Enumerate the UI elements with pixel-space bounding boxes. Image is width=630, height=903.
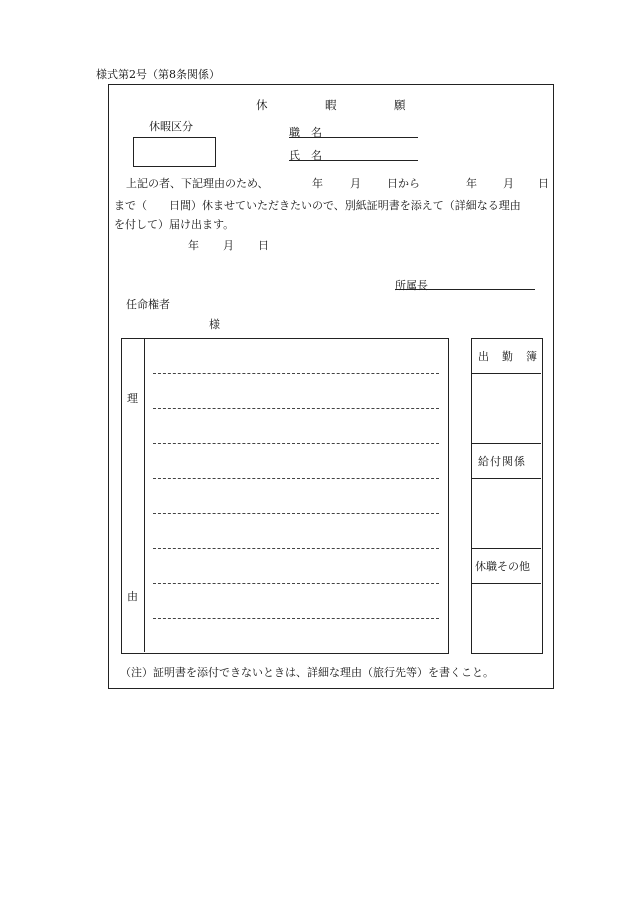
date-month-label: 月	[223, 239, 234, 252]
sama-label: 様	[209, 318, 220, 331]
from-year-label: 年	[312, 177, 323, 190]
reason-line[interactable]	[153, 583, 439, 584]
admin-side-box	[471, 338, 543, 654]
admin-divider	[472, 373, 541, 374]
leave-type-input[interactable]	[133, 137, 216, 167]
body-line-1-start: 上記の者、下記理由のため、	[126, 177, 269, 190]
reason-line[interactable]	[153, 408, 439, 409]
admin-divider	[472, 548, 541, 549]
to-day-label: 日	[538, 177, 549, 190]
reason-line[interactable]	[153, 548, 439, 549]
title-char-2: 暇	[325, 98, 337, 112]
footnote: （注）証明書を添付できないときは、詳細な理由（旅行先等）を書くこと。	[120, 666, 494, 679]
date-year-label: 年	[188, 239, 199, 252]
office-head-label: 所属長	[395, 279, 428, 292]
appointer-label: 任命権者	[126, 298, 170, 311]
title-char-1: 休	[256, 98, 268, 112]
reason-line[interactable]	[153, 373, 439, 374]
to-year-label: 年	[466, 177, 477, 190]
leave-type-label: 休暇区分	[149, 120, 193, 133]
salary-label: 給付関係	[478, 455, 526, 468]
admin-divider	[472, 583, 541, 584]
date-day-label: 日	[258, 239, 269, 252]
to-month-label: 月	[503, 177, 514, 190]
attendance-label: 出 勤 簿	[478, 350, 538, 363]
reason-box	[121, 338, 449, 654]
name-field[interactable]	[289, 160, 418, 161]
from-day-label: 日から	[387, 177, 420, 190]
reason-line[interactable]	[153, 478, 439, 479]
reason-line[interactable]	[153, 443, 439, 444]
reason-line[interactable]	[153, 618, 439, 619]
form-number-label: 様式第2号（第8条関係）	[96, 68, 220, 81]
name-label: 氏 名	[289, 149, 322, 162]
reason-label-char-2: 由	[127, 590, 138, 603]
job-title-label: 職 名	[289, 126, 322, 139]
admin-divider	[472, 443, 541, 444]
reason-label-divider	[144, 338, 145, 652]
reason-label-char-1: 理	[127, 392, 138, 405]
admin-divider	[472, 478, 541, 479]
title-char-3: 願	[394, 98, 406, 112]
office-head-field[interactable]	[395, 289, 535, 290]
job-title-field[interactable]	[289, 137, 418, 138]
leave-other-label: 休職その他	[475, 560, 530, 573]
from-month-label: 月	[350, 177, 361, 190]
body-line-3: を付して）届け出ます。	[114, 218, 235, 231]
body-line-2: まで（ 日間）休ませていただきたいので、別紙証明書を添えて（詳細なる理由	[114, 199, 521, 212]
reason-line[interactable]	[153, 513, 439, 514]
